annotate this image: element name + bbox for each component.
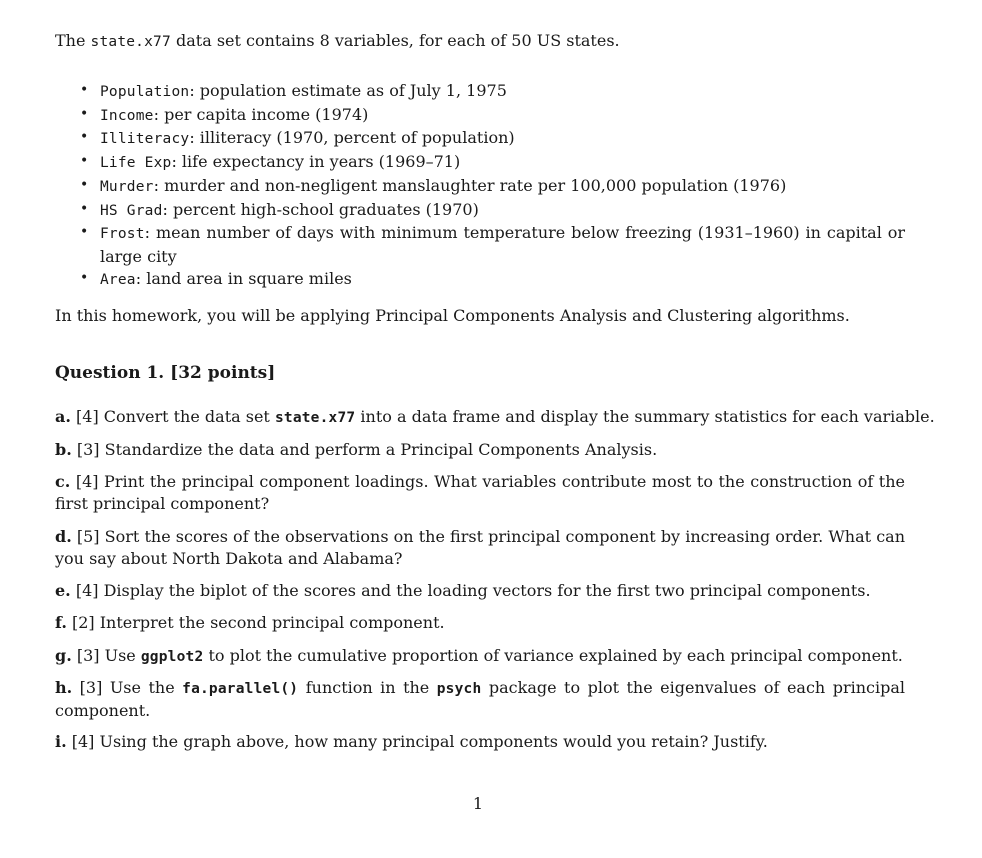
variable-name: Life Exp <box>100 155 172 172</box>
bullet-icon: • <box>80 176 89 193</box>
item-text: [3] Use <box>71 646 141 665</box>
homework-intro: In this homework, you will be applying Principal Components Analysis and Clustering algorithms. <box>55 306 850 325</box>
bullet-icon: • <box>80 224 89 241</box>
document-page <box>55 0 935 858</box>
bullet-icon: • <box>80 105 89 122</box>
variable-description: : per capita income (1974) <box>153 104 369 124</box>
variable-name: Area <box>100 271 136 288</box>
variable-name: Population <box>100 84 190 100</box>
question-item-e <box>55 580 905 602</box>
item-text: [2] Interpret the second principal component. <box>66 613 445 632</box>
question-heading: Question 1. [32 points] <box>55 363 276 383</box>
bullet-icon: • <box>80 269 89 286</box>
variable-description: : illiteracy (1970, percent of population) <box>189 128 515 148</box>
item-label: c. <box>55 472 71 491</box>
variable-description: : population estimate as of July 1, 1975 <box>189 81 507 100</box>
item-label: a. <box>55 407 71 426</box>
question-item-d <box>55 526 905 570</box>
list-item <box>55 268 905 292</box>
item-label: g. <box>55 646 72 665</box>
item-text: package to plot the eigenvalues of each principal component. <box>55 678 905 720</box>
list-item <box>55 222 905 267</box>
variable-name: Illiteracy <box>100 131 190 148</box>
item-label: i. <box>55 732 67 751</box>
variable-description: : percent high-school graduates (1970) <box>162 199 479 219</box>
dataset-name: state.x77 <box>90 34 171 50</box>
question-item-b <box>55 439 905 461</box>
variable-name: Income <box>100 107 154 124</box>
item-label: b. <box>55 440 72 459</box>
item-text: [4] Using the graph above, how many principal components would you retain? Justify. <box>66 732 768 751</box>
inline-code: fa.parallel() <box>182 681 299 697</box>
variable-name: HS Grad <box>100 202 163 219</box>
page-number: 1 <box>472 794 484 813</box>
variable-description: : murder and non-negligent manslaughter rate per 100,000 population (1976) <box>153 175 787 195</box>
list-item <box>55 127 905 151</box>
item-text: to plot the cumulative proportion of variance explained by each principal component. <box>203 646 903 665</box>
item-label: f. <box>55 613 67 632</box>
list-item <box>55 104 905 128</box>
list-item <box>55 199 905 223</box>
inline-code: state.x77 <box>274 410 356 426</box>
inline-code: psych <box>436 681 482 697</box>
item-text: into a data frame and display the summary statistics for each variable. <box>355 407 935 426</box>
list-item <box>55 175 905 199</box>
question-item-i <box>55 731 905 753</box>
item-text: [4] Display the biplot of the scores and the loading vectors for the first two principal components. <box>70 581 871 600</box>
bullet-icon: • <box>80 129 89 146</box>
question-item-h <box>55 677 905 722</box>
item-text: [5] Sort the scores of the observations on the first principal component by increasing order. What can you say about North Dakota and Alabama? <box>55 527 905 568</box>
item-text: [3] Use the <box>72 678 183 697</box>
bullet-icon: • <box>80 153 89 170</box>
variable-description: : mean number of days with minimum temperature below freezing (1931–1960) in capital or large city <box>100 223 905 266</box>
dataset-intro <box>55 30 905 53</box>
question-item-f <box>55 612 905 634</box>
variable-name: Frost <box>100 226 145 243</box>
inline-code: ggplot2 <box>140 649 204 665</box>
intro-text-pre: The <box>55 31 91 50</box>
bullet-icon: • <box>80 200 89 217</box>
item-label: h. <box>55 678 73 697</box>
variable-name: Murder <box>100 178 154 195</box>
item-label: e. <box>55 581 71 600</box>
question-item-a <box>55 406 935 429</box>
item-text: [4] Convert the data set <box>70 407 275 426</box>
list-item <box>55 80 905 104</box>
item-text: [3] Standardize the data and perform a Principal Components Analysis. <box>71 440 658 459</box>
variable-list <box>55 80 905 291</box>
question-item-c <box>55 471 905 515</box>
variable-description: : life expectancy in years (1969–71) <box>171 152 461 172</box>
bullet-icon: • <box>80 82 89 98</box>
question-item-g <box>55 645 905 668</box>
item-label: d. <box>55 527 72 546</box>
variable-description: : land area in square miles <box>135 268 352 288</box>
list-item <box>55 151 905 175</box>
item-text: function in the <box>298 678 437 697</box>
item-text: [4] Print the principal component loadings. What variables contribute most to the construction of the first principal component? <box>55 472 905 513</box>
intro-text-post: data set contains 8 variables, for each of 50 US states. <box>170 31 620 50</box>
